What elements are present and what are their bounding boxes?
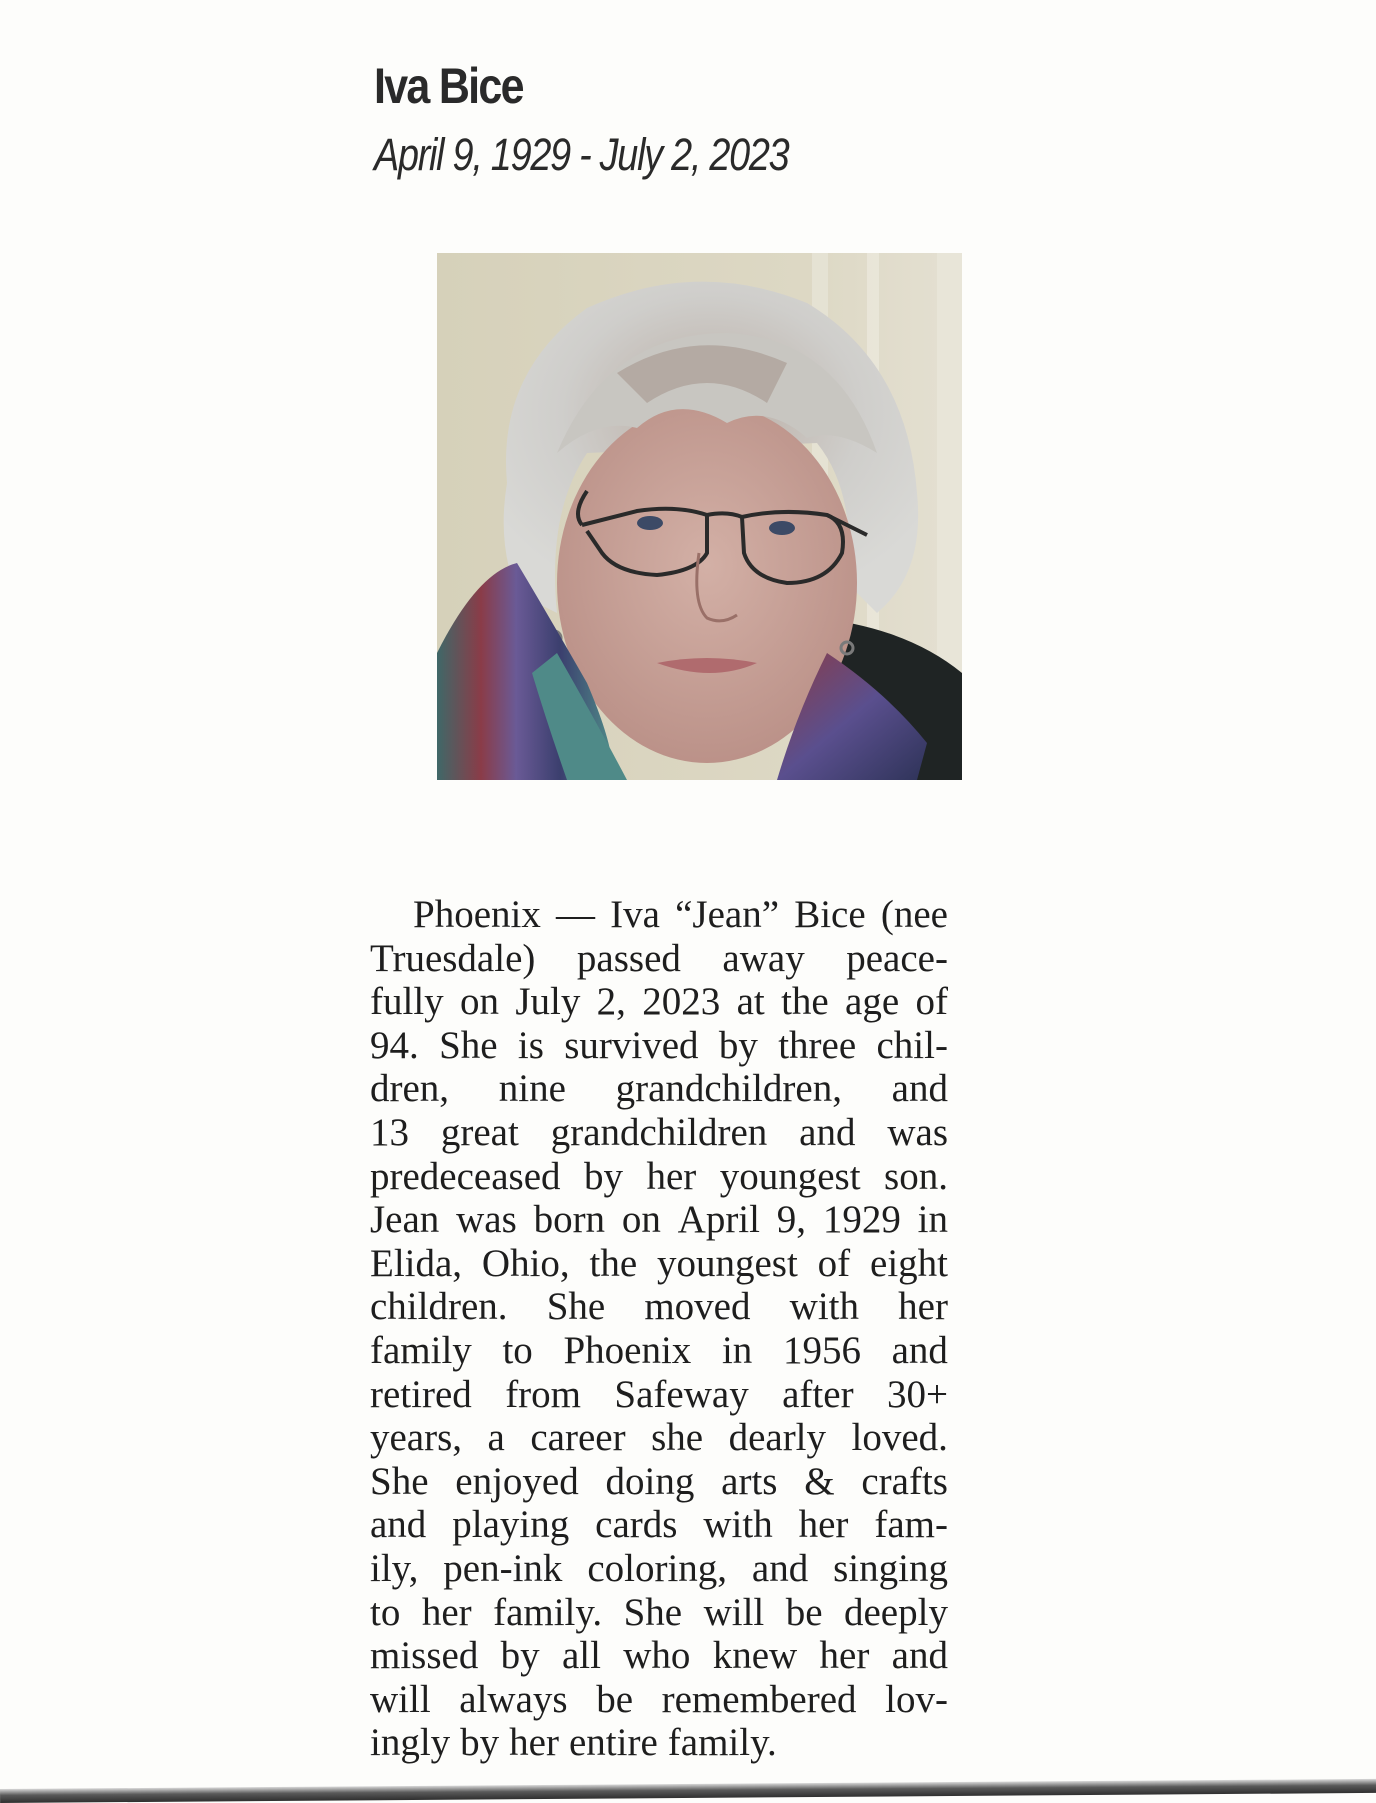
body-word: fam- [874,1503,948,1547]
body-word: 9, [776,1198,807,1242]
scan-edge-shadow [0,1779,1376,1803]
body-word: entire [568,1721,658,1765]
body-word: She [439,1023,498,1067]
body-word: family [370,1328,472,1372]
body-word: from [505,1372,581,1416]
body-word: age [845,980,900,1024]
body-word: Phoenix [413,893,541,936]
body-word: with [789,1285,859,1329]
obituary-body [370,893,948,1765]
body-word: coloring, [587,1546,728,1590]
body-word: Ohio, [481,1241,570,1285]
body-word: Iva [610,893,660,936]
body-word: Truesdale) [370,936,536,980]
life-dates: April 9, 1929 - July 2, 2023 [374,129,789,180]
body-word: She [623,1590,683,1634]
body-word: knew [712,1634,798,1678]
body-word: youngest [657,1241,798,1285]
body-word: 2023 [642,980,721,1024]
body-word: pen-ink [443,1546,563,1590]
body-word: of [817,1241,851,1285]
body-line [370,1416,948,1460]
body-word: Phoenix [563,1328,692,1372]
body-word: crafts [861,1459,948,1503]
body-word: missed [370,1634,479,1678]
body-word: on [621,1198,661,1242]
body-line [370,1329,948,1373]
body-word: dren, [370,1067,450,1111]
body-word: and [751,1546,809,1590]
body-line [370,1155,948,1199]
body-word: loved. [851,1416,948,1460]
body-word: grandchildren [550,1110,768,1154]
body-word: with [703,1503,773,1547]
body-word: predeceased [370,1154,561,1198]
body-word: passed [576,936,681,980]
body-line [370,1678,948,1722]
portrait-image [437,253,962,780]
body-word: grandchildren, [615,1067,842,1111]
body-line [370,1242,948,1286]
body-word: & [804,1459,835,1503]
body-word: be [596,1677,634,1721]
body-word: 30+ [886,1372,948,1416]
body-word: family. [667,1721,777,1765]
body-word: 2, [596,980,626,1024]
body-word: and [799,1110,856,1154]
body-word: three [778,1023,857,1067]
body-word: doing [605,1459,695,1503]
body-word: Jean [370,1198,440,1242]
body-word: 13 [370,1110,409,1154]
body-word: son. [884,1154,948,1198]
body-word: fully [370,980,444,1024]
body-line [370,1067,948,1111]
body-word: all [561,1634,601,1678]
body-word: her [798,1503,849,1547]
body-line [370,893,948,937]
body-word: survived [564,1023,699,1067]
body-word: lov- [885,1677,948,1721]
body-word: 1929 [822,1198,901,1242]
body-word: born [533,1198,606,1242]
body-word: a [487,1416,505,1460]
body-word: She [546,1285,606,1329]
body-line [370,1591,948,1635]
body-word: playing [452,1503,570,1547]
body-word: on [460,980,499,1024]
portrait-photo [437,253,962,780]
body-word: Safeway [614,1372,749,1416]
body-word: — [556,893,595,936]
body-word: of [915,980,948,1024]
body-word: she [651,1416,704,1460]
body-word: nine [498,1067,566,1111]
body-word: by [584,1154,623,1198]
body-word: to [502,1328,533,1372]
body-word: her [646,1154,697,1198]
body-word: her [898,1285,948,1329]
body-word: chil- [876,1023,948,1067]
body-word: family. [493,1590,603,1634]
body-word: children. [370,1285,508,1329]
body-word: will [370,1677,431,1721]
body-word: deeply [843,1590,948,1634]
body-word: remembered [661,1677,857,1721]
body-word: and [370,1503,427,1547]
body-word: in [721,1328,753,1372]
body-line [370,1373,948,1417]
body-word: away [722,936,805,980]
body-word: cards [595,1503,678,1547]
body-line [370,1460,948,1504]
body-word: 1956 [782,1328,861,1372]
body-word: by [718,1023,758,1067]
body-word: by [500,1634,540,1678]
body-line [370,1198,948,1242]
body-word: by [460,1721,500,1765]
body-word: was [887,1110,948,1154]
body-word: her [819,1634,870,1678]
body-word: is [517,1023,544,1067]
body-word: April [677,1198,760,1242]
body-word: great [440,1110,519,1154]
body-line [370,980,948,1024]
body-word: career [530,1416,626,1460]
body-line [370,1111,948,1155]
body-word: who [623,1634,691,1678]
body-word: (nee [880,893,948,936]
body-word: July [515,980,581,1024]
body-word: her [421,1590,472,1634]
body-line [370,1503,948,1547]
body-word: after [782,1372,854,1416]
body-word: years, [370,1416,463,1460]
body-word: peace- [846,936,948,980]
body-word: 94. [370,1023,419,1067]
body-line [370,1547,948,1591]
body-word: youngest [719,1154,861,1198]
body-word: and [891,1328,948,1372]
body-word: was [456,1198,517,1242]
body-line [370,1721,948,1765]
body-word: will [703,1590,765,1634]
body-word: the [781,980,829,1024]
body-word: singing [833,1546,948,1590]
body-word: moved [644,1285,751,1329]
body-word: be [785,1590,823,1634]
body-word: always [459,1677,568,1721]
body-word: in [917,1198,948,1242]
body-line [370,1634,948,1678]
body-word: arts [721,1459,778,1503]
body-word: ingly [370,1721,451,1765]
body-word: She [370,1459,429,1503]
body-word: ily, [370,1546,419,1590]
body-line [370,1285,948,1329]
obituary-name-heading: Iva Bice [374,58,523,114]
body-word: at [736,980,765,1024]
body-word: dearly [728,1416,827,1460]
body-line [370,1024,948,1068]
body-word: enjoyed [455,1459,579,1503]
body-word: Bice [794,893,866,936]
body-word: eight [870,1241,948,1285]
body-word: to [370,1590,401,1634]
body-line [370,937,948,981]
body-word: and [891,1067,948,1111]
body-word: Elida, [370,1241,463,1285]
body-word: “Jean” [675,893,780,936]
body-word: the [589,1241,638,1285]
body-word: and [891,1634,948,1678]
body-word: retired [370,1372,472,1416]
body-word: her [509,1721,559,1765]
